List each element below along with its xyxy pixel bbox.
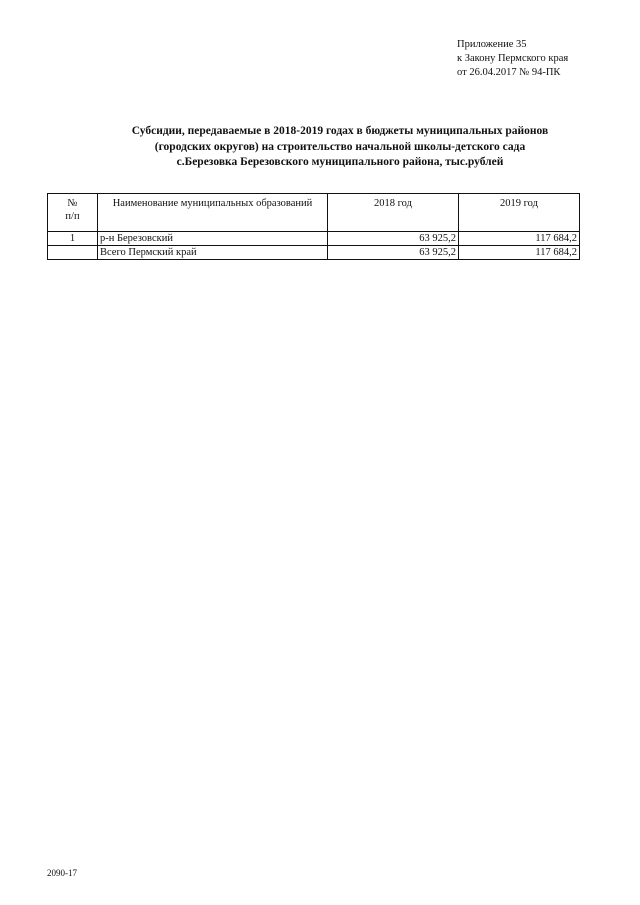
document-title xyxy=(60,124,620,171)
header-number-line-1: № xyxy=(67,198,78,209)
title-line-1: Субсидии, передаваемые в 2018-2019 годах в бюджеты муниципальных районов xyxy=(131,125,549,137)
header-2018: 2018 год xyxy=(328,194,459,232)
title-line-2: (городских округов) на строительство начальной школы-детского сада xyxy=(154,140,526,153)
row-number: 1 xyxy=(48,232,98,246)
row-name: р-н Березовский xyxy=(98,232,328,246)
title-line-3: с.Березовка Березовского муниципального района, тыс.рублей xyxy=(176,156,504,168)
header-number-line-2: п/п xyxy=(65,211,80,222)
table-header-row xyxy=(48,194,580,232)
appendix-header xyxy=(457,38,568,80)
table-row xyxy=(48,232,580,246)
row-2018-value: 63 925,2 xyxy=(328,232,459,246)
row-2019-value: 117 684,2 xyxy=(459,232,580,246)
header-2019: 2019 год xyxy=(459,194,580,232)
appendix-line-3: от 26.04.2017 № 94-ПК xyxy=(457,67,561,78)
subsidy-table xyxy=(47,193,580,260)
appendix-line-1: Приложение 35 xyxy=(457,39,527,50)
appendix-line-2: к Закону Пермского края xyxy=(457,53,569,64)
row-2018-value: 63 925,2 xyxy=(328,246,459,260)
footer-document-code: 2090-17 xyxy=(47,868,77,878)
row-name: Всего Пермский край xyxy=(98,246,328,260)
header-name: Наименование муниципальных образований xyxy=(98,194,328,232)
row-number xyxy=(48,246,98,260)
table-row-total xyxy=(48,246,580,260)
row-2019-value: 117 684,2 xyxy=(459,246,580,260)
header-number xyxy=(48,194,98,232)
